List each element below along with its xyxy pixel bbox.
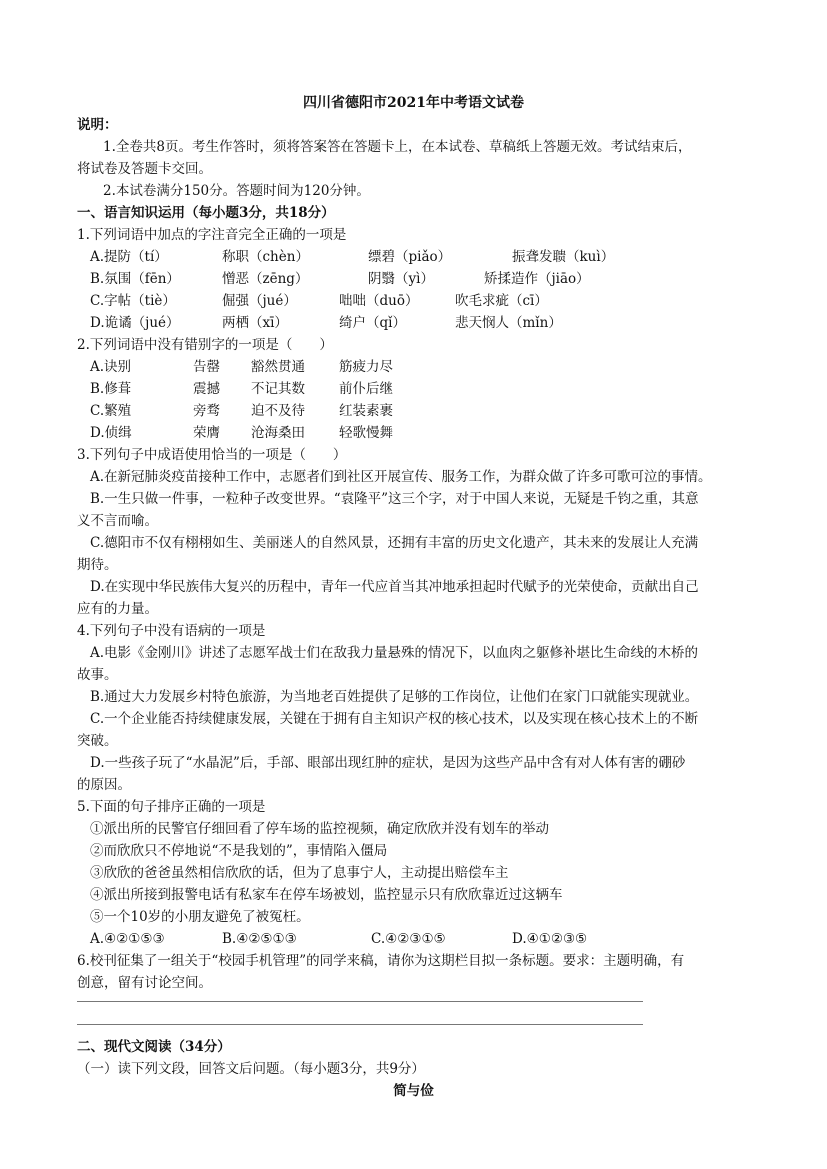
q3-option-b-line-1: B.一生只做一件事，一粒种子改变世界。“袁隆平”这三个字，对于中国人来说，无疑是千钧之重，其意 bbox=[90, 491, 699, 507]
q1-c-word-1: C.字帖（tiè） bbox=[90, 293, 176, 309]
q5-option-d: D.④①②③⑤ bbox=[512, 931, 588, 947]
q5-option-c: C.④②③①⑤ bbox=[371, 931, 446, 947]
q1-c-word-2: 倔强（jué） bbox=[222, 293, 297, 309]
q1-a-word-3: 缥碧（piǎo） bbox=[368, 249, 452, 265]
q2-a-word-3: 豁然贯通 bbox=[251, 359, 305, 375]
q5-sentence-1: ①派出所的民警官仔细回看了停车场的监控视频，确定欣欣并没有划车的举动 bbox=[90, 821, 549, 837]
q2-b-word-1: B.修葺 bbox=[90, 381, 132, 397]
q3-option-b-line-2: 义不言而喻。 bbox=[77, 513, 158, 529]
q3-stem: 3.下列句子中成语使用恰当的一项是（ ） bbox=[77, 447, 347, 463]
q2-b-word-3: 不记其数 bbox=[251, 381, 305, 397]
q3-option-d-line-1: D.在实现中华民族伟大复兴的历程中，青年一代应首当其冲地承担起时代赋予的光荣使命，贡献出自己 bbox=[90, 579, 699, 595]
q5-option-a: A.④②①⑤③ bbox=[90, 931, 165, 947]
q5-sentence-4: ④派出所接到报警电话有私家车在停车场被划，监控显示只有欣欣靠近过这辆车 bbox=[90, 887, 563, 903]
note-heading: 说明： bbox=[77, 117, 118, 133]
q4-option-a-line-1: A.电影《金刚川》讲述了志愿军战士们在敌我力量悬殊的情况下，以血肉之躯修补堪比生命线的木桥的 bbox=[90, 645, 699, 661]
q4-option-c-line-2: 突破。 bbox=[77, 733, 118, 749]
q1-d-word-3: 绮户（qǐ） bbox=[339, 315, 406, 331]
q3-option-c-line-2: 期待。 bbox=[77, 557, 118, 573]
q4-option-b: B.通过大力发展乡村特色旅游，为当地老百姓提供了足够的工作岗位，让他们在家门口就能实现就业。 bbox=[90, 689, 699, 705]
q2-stem: 2.下列词语中没有错别字的一项是（ ） bbox=[77, 337, 333, 353]
q4-stem: 4.下列句子中没有语病的一项是 bbox=[77, 623, 266, 639]
answer-line-2 bbox=[77, 1024, 643, 1025]
q2-b-word-2: 震撼 bbox=[193, 381, 220, 397]
q1-b-word-2: 憎恶（zēng） bbox=[222, 271, 309, 287]
q5-stem: 5.下面的句子排序正确的一项是 bbox=[77, 799, 266, 815]
passage-title: 简与俭 bbox=[393, 1083, 434, 1099]
q5-option-b: B.④②⑤①③ bbox=[222, 931, 297, 947]
q2-a-word-1: A.诀别 bbox=[90, 359, 132, 375]
q1-stem: 1.下列词语中加点的字注音完全正确的一项是 bbox=[77, 227, 347, 243]
q1-d-word-4: 悲天悯人（mǐn） bbox=[455, 315, 562, 331]
q2-d-word-4: 轻歌慢舞 bbox=[339, 425, 393, 441]
section-1-heading: 一、语言知识运用（每小题3分，共18分） bbox=[77, 205, 335, 221]
q2-c-word-1: C.繁殖 bbox=[90, 403, 132, 419]
q2-a-word-4: 筋疲力尽 bbox=[339, 359, 393, 375]
q1-b-word-3: 阴翳（yì） bbox=[368, 271, 434, 287]
note-1-line-2: 将试卷及答题卡交回。 bbox=[77, 161, 212, 177]
q1-a-word-1: A.提防（tí） bbox=[90, 249, 168, 265]
q3-option-d-line-2: 应有的力量。 bbox=[77, 601, 158, 617]
q1-c-word-3: 咄咄（duō） bbox=[339, 293, 419, 309]
q2-d-word-2: 荣膺 bbox=[193, 425, 220, 441]
q1-d-word-2: 两栖（xī） bbox=[222, 315, 288, 331]
note-2: 2.本试卷满分150分。答题时间为120分钟。 bbox=[103, 183, 370, 199]
q5-sentence-3: ③欣欣的爸爸虽然相信欣欣的话，但为了息事宁人，主动提出赔偿车主 bbox=[90, 865, 509, 881]
section-2-heading: 二、现代文阅读（34分） bbox=[77, 1039, 231, 1055]
q5-sentence-2: ②而欣欣只不停地说“不是我划的”，事情陷入僵局 bbox=[90, 843, 388, 859]
q2-c-word-2: 旁骛 bbox=[193, 403, 220, 419]
q5-sentence-5: ⑤一个10岁的小朋友避免了被冤枉。 bbox=[90, 909, 310, 925]
q2-c-word-3: 迫不及待 bbox=[251, 403, 305, 419]
q1-b-word-4: 矫揉造作（jiāo） bbox=[484, 271, 590, 287]
answer-line-1 bbox=[77, 1001, 643, 1002]
q4-option-d-line-1: D.一些孩子玩了“水晶泥”后，手部、眼部出现红肿的症状，是因为这些产品中含有对人体有害的硼砂 bbox=[90, 755, 686, 771]
q4-option-d-line-2: 的原因。 bbox=[77, 777, 131, 793]
q3-option-c-line-1: C.德阳市不仅有栩栩如生、美丽迷人的自然风景，还拥有丰富的历史文化遗产，其未来的发展让人充满 bbox=[90, 535, 699, 551]
note-1-line-1: 1.全卷共8页。考生作答时，须将答案答在答题卡上，在本试卷、草稿纸上答题无效。考试结束后， bbox=[103, 139, 692, 155]
part-1-instruction: （一）读下列文段，回答文后问题。（每小题3分，共9分） bbox=[77, 1061, 425, 1077]
exam-title: 四川省德阳市2021年中考语文试卷 bbox=[303, 95, 524, 111]
q2-b-word-4: 前仆后继 bbox=[339, 381, 393, 397]
q3-option-a: A.在新冠肺炎疫苗接种工作中，志愿者们到社区开展宣传、服务工作，为群众做了许多可歌可泣的事情。 bbox=[90, 469, 712, 485]
q2-c-word-4: 红装素裹 bbox=[339, 403, 393, 419]
q1-d-word-1: D.诡谲（jué） bbox=[90, 315, 180, 331]
q2-d-word-3: 沧海桑田 bbox=[251, 425, 305, 441]
q4-option-a-line-2: 故事。 bbox=[77, 667, 118, 683]
q1-a-word-4: 振聋发聩（kuì） bbox=[512, 249, 615, 265]
q6-line-2: 创意，留有讨论空间。 bbox=[77, 975, 212, 991]
q1-b-word-1: B.氛围（fēn） bbox=[90, 271, 180, 287]
q6-line-1: 6.校刊征集了一组关于“校园手机管理”的同学来稿，请你为这期栏目拟一条标题。要求：主题明确，有 bbox=[77, 953, 685, 969]
q4-option-c-line-1: C.一个企业能否持续健康发展，关键在于拥有自主知识产权的核心技术，以及实现在核心技术上的不断 bbox=[90, 711, 699, 727]
q2-d-word-1: D.侦缉 bbox=[90, 425, 132, 441]
q1-a-word-2: 称职（chèn） bbox=[222, 249, 309, 265]
q2-a-word-2: 告罄 bbox=[193, 359, 220, 375]
q1-c-word-4: 吹毛求疵（cī） bbox=[455, 293, 548, 309]
